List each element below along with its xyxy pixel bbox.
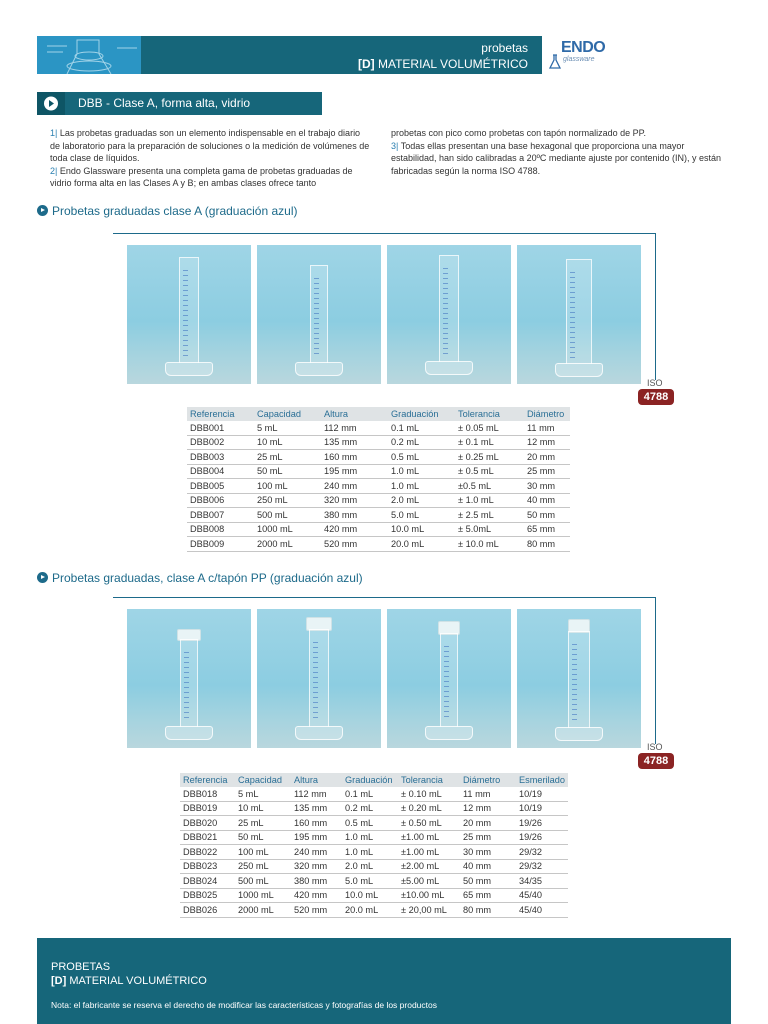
table-cell: 500 mL xyxy=(235,874,291,889)
table-cell: DBB026 xyxy=(180,903,235,918)
col-header: Graduación xyxy=(342,773,398,787)
table-cell: ±5.00 mL xyxy=(398,874,460,889)
table-cell: 0.2 mL xyxy=(388,435,455,450)
table-cell: DBB023 xyxy=(180,859,235,874)
table-cell: 30 mm xyxy=(524,479,570,494)
iso-label-2: ISO xyxy=(647,742,663,752)
table-cell: 80 mm xyxy=(524,537,570,552)
table-cell: 50 mL xyxy=(235,830,291,845)
table-cell: DBB024 xyxy=(180,874,235,889)
table-cell: ± 0.20 mL xyxy=(398,801,460,816)
table-row xyxy=(180,801,568,816)
table-cell: 40 mm xyxy=(460,859,516,874)
table-cell: 5 mL xyxy=(254,421,321,435)
table-cell: DBB022 xyxy=(180,845,235,860)
table-cell: 420 mm xyxy=(321,522,388,537)
table-row xyxy=(180,859,568,874)
table-row xyxy=(180,888,568,903)
photo-cylinder-3 xyxy=(387,245,511,384)
table-cell: DBB005 xyxy=(187,479,254,494)
endo-logo xyxy=(549,40,609,72)
table-cell: 25 mm xyxy=(524,464,570,479)
table-cell: 135 mm xyxy=(291,801,342,816)
table-cell: ± 0.05 mL xyxy=(455,421,524,435)
table-row xyxy=(187,537,570,552)
bullet-play-icon xyxy=(37,572,48,583)
table-cell: 5 mL xyxy=(235,787,291,801)
table-cell: 50 mL xyxy=(254,464,321,479)
table-cell: 100 mL xyxy=(235,845,291,860)
paragraph-2-continued: probetas con pico como probetas con tapón normalizado de PP. xyxy=(391,128,646,138)
paragraph-1 xyxy=(50,127,372,165)
iso-badge-2: 4788 xyxy=(638,753,674,769)
col-header: Tolerancia xyxy=(455,407,524,421)
group2-heading xyxy=(37,571,363,585)
table-cell: 500 mL xyxy=(254,508,321,523)
table-cell: 1000 mL xyxy=(254,522,321,537)
table-cell: 320 mm xyxy=(321,493,388,508)
table-row xyxy=(187,522,570,537)
table-cell: ±10.00 mL xyxy=(398,888,460,903)
table-cell: 2000 mL xyxy=(235,903,291,918)
col-header: Esmerilado xyxy=(516,773,568,787)
photo-cylinder-1 xyxy=(127,245,251,384)
table-cell: ± 20,00 mL xyxy=(398,903,460,918)
table-cell: 420 mm xyxy=(291,888,342,903)
table-row xyxy=(180,903,568,918)
paragraph-3-number: 3| xyxy=(391,140,399,151)
table-row xyxy=(187,421,570,435)
table-cell: 380 mm xyxy=(291,874,342,889)
iso-label-1: ISO xyxy=(647,378,663,388)
bullet-play-icon xyxy=(37,205,48,216)
footer-code: [D] xyxy=(51,975,67,987)
table-cell: 160 mm xyxy=(291,816,342,831)
table-cell: 25 mL xyxy=(254,450,321,465)
group1-heading-text: Probetas graduadas clase A (graduación azul) xyxy=(52,204,298,218)
paragraph-3-text: Todas ellas presentan una base hexagonal que proporciona una mayor estabilidad, han sido calibradas a 20ºC mediante ajuste por contenido (IN), y están fabricadas según la norma ISO 4788. xyxy=(391,140,721,176)
table-cell: 80 mm xyxy=(460,903,516,918)
table-cell: 2000 mL xyxy=(254,537,321,552)
table-cell: 10.0 mL xyxy=(388,522,455,537)
table-cell: 5.0 mL xyxy=(388,508,455,523)
table-cell: 25 mm xyxy=(460,830,516,845)
section-title: DBB - Clase A, forma alta, vidrio xyxy=(78,96,251,110)
col-header: Referencia xyxy=(187,407,254,421)
table-cell: ±2.00 mL xyxy=(398,859,460,874)
table-header-row xyxy=(180,773,568,787)
table-cell: ± 10.0 mL xyxy=(455,537,524,552)
iso-badge-1: 4788 xyxy=(638,389,674,405)
table-cell: ± 0.50 mL xyxy=(398,816,460,831)
group1-spec-table xyxy=(187,407,570,552)
table-cell: 10/19 xyxy=(516,801,568,816)
table-cell: 40 mm xyxy=(524,493,570,508)
col-header: Tolerancia xyxy=(398,773,460,787)
table-cell: ± 1.0 mL xyxy=(455,493,524,508)
table-cell: 320 mm xyxy=(291,859,342,874)
table-row xyxy=(187,479,570,494)
paragraph-2-text: Endo Glassware presenta una completa gama de probetas graduadas de vidrio forma alta en las Clases A y B; en ambas clases ofrece tanto xyxy=(50,165,353,189)
header-bar xyxy=(141,36,542,74)
table-cell: 20 mm xyxy=(460,816,516,831)
table-cell: 0.5 mL xyxy=(388,450,455,465)
group1-heading xyxy=(37,204,298,218)
table-cell: 195 mm xyxy=(321,464,388,479)
table-row xyxy=(180,874,568,889)
table-cell: 250 mL xyxy=(254,493,321,508)
table-cell: 380 mm xyxy=(321,508,388,523)
footer-subtitle xyxy=(51,975,207,987)
table-cell: 250 mL xyxy=(235,859,291,874)
table-cell: 1.0 mL xyxy=(388,479,455,494)
table-cell: 10 mL xyxy=(254,435,321,450)
table-cell: 30 mm xyxy=(460,845,516,860)
table-row xyxy=(180,816,568,831)
col-header: Diámetro xyxy=(524,407,570,421)
col-header: Altura xyxy=(291,773,342,787)
logo-name: ENDO xyxy=(561,39,606,56)
table-cell: 520 mm xyxy=(291,903,342,918)
table-cell: 34/35 xyxy=(516,874,568,889)
flask-icon xyxy=(549,54,561,70)
table-row xyxy=(180,787,568,801)
table-cell: 19/26 xyxy=(516,830,568,845)
table-cell: 29/32 xyxy=(516,845,568,860)
group2-heading-text: Probetas graduadas, clase A c/tapón PP (graduación azul) xyxy=(52,571,363,585)
table-cell: DBB006 xyxy=(187,493,254,508)
intro-left-column xyxy=(50,127,372,190)
footer-subtitle-text: MATERIAL VOLUMÉTRICO xyxy=(69,975,207,987)
table-header-row xyxy=(187,407,570,421)
table-cell: DBB018 xyxy=(180,787,235,801)
paragraph-1-number: 1| xyxy=(50,128,58,138)
table-cell: 240 mm xyxy=(321,479,388,494)
table-cell: 0.5 mL xyxy=(342,816,398,831)
section-play-box xyxy=(37,92,65,115)
table-row xyxy=(187,508,570,523)
table-cell: 45/40 xyxy=(516,903,568,918)
table-cell: ± 0.10 mL xyxy=(398,787,460,801)
table-cell: 50 mm xyxy=(460,874,516,889)
table-cell: DBB025 xyxy=(180,888,235,903)
table-row xyxy=(187,435,570,450)
table-row xyxy=(187,493,570,508)
logo-sub: glassware xyxy=(563,56,595,63)
table-cell: 65 mm xyxy=(460,888,516,903)
table-cell: DBB002 xyxy=(187,435,254,450)
table-cell: DBB009 xyxy=(187,537,254,552)
table-cell: 10/19 xyxy=(516,787,568,801)
table-cell: 1.0 mL xyxy=(388,464,455,479)
play-circle-icon xyxy=(37,92,65,115)
table-cell: 29/32 xyxy=(516,859,568,874)
table-cell: 100 mL xyxy=(254,479,321,494)
table-cell: 112 mm xyxy=(291,787,342,801)
table-cell: 0.1 mL xyxy=(388,421,455,435)
table-cell: DBB001 xyxy=(187,421,254,435)
photo-cylinder-stopper-3 xyxy=(387,609,511,748)
table-cell: DBB020 xyxy=(180,816,235,831)
table-cell: 20.0 mL xyxy=(342,903,398,918)
table-cell: ± 5.0mL xyxy=(455,522,524,537)
table-cell: ± 0.1 mL xyxy=(455,435,524,450)
photo-cylinder-2 xyxy=(257,245,381,384)
table-cell: DBB004 xyxy=(187,464,254,479)
photo-cylinder-stopper-4 xyxy=(517,609,641,748)
paragraph-2 xyxy=(50,165,372,190)
header-illustration xyxy=(37,36,141,74)
table-cell: DBB003 xyxy=(187,450,254,465)
table-cell: 12 mm xyxy=(460,801,516,816)
col-header: Altura xyxy=(321,407,388,421)
table-cell: 520 mm xyxy=(321,537,388,552)
table-cell: 0.1 mL xyxy=(342,787,398,801)
table-cell: 112 mm xyxy=(321,421,388,435)
table-cell: ± 0.5 mL xyxy=(455,464,524,479)
photo-cylinder-stopper-2 xyxy=(257,609,381,748)
table-cell: 240 mm xyxy=(291,845,342,860)
table-cell: 1000 mL xyxy=(235,888,291,903)
photo-cylinder-stopper-1 xyxy=(127,609,251,748)
header-code: [D] xyxy=(357,57,375,71)
table-cell: 12 mm xyxy=(524,435,570,450)
paragraph-3 xyxy=(391,140,726,178)
table-cell: DBB021 xyxy=(180,830,235,845)
table-row xyxy=(187,450,570,465)
table-cell: ±1.00 mL xyxy=(398,845,460,860)
table-cell: ±1.00 mL xyxy=(398,830,460,845)
paragraph-2-number: 2| xyxy=(50,165,58,176)
header-title: probetas xyxy=(481,41,528,55)
table-cell: 11 mm xyxy=(460,787,516,801)
table-cell: 2.0 mL xyxy=(342,859,398,874)
paragraph-1-text: Las probetas graduadas son un elemento indispensable en el trabajo diario de laboratorio para la preparación de soluciones o la medición de volúmenes de toda clase de líquidos. xyxy=(50,128,370,164)
col-header: Capacidad xyxy=(254,407,321,421)
table-cell: 20.0 mL xyxy=(388,537,455,552)
table-cell: 10 mL xyxy=(235,801,291,816)
table-row xyxy=(187,464,570,479)
table-cell: ± 0.25 mL xyxy=(455,450,524,465)
header-subtitle xyxy=(358,57,528,71)
table-cell: 1.0 mL xyxy=(342,830,398,845)
intro-right-column xyxy=(391,127,726,177)
table-cell: ± 2.5 mL xyxy=(455,508,524,523)
table-cell: 65 mm xyxy=(524,522,570,537)
table-cell: DBB007 xyxy=(187,508,254,523)
table-cell: 10.0 mL xyxy=(342,888,398,903)
table-cell: 11 mm xyxy=(524,421,570,435)
table-cell: 45/40 xyxy=(516,888,568,903)
table-cell: 25 mL xyxy=(235,816,291,831)
table-cell: 135 mm xyxy=(321,435,388,450)
group2-spec-table xyxy=(180,773,568,918)
table-cell: ±0.5 mL xyxy=(455,479,524,494)
table-cell: DBB019 xyxy=(180,801,235,816)
table-cell: 5.0 mL xyxy=(342,874,398,889)
col-header: Capacidad xyxy=(235,773,291,787)
footer-title: PROBETAS xyxy=(51,961,111,973)
table-cell: 0.2 mL xyxy=(342,801,398,816)
table-row xyxy=(180,830,568,845)
table-cell: 1.0 mL xyxy=(342,845,398,860)
table-cell: 19/26 xyxy=(516,816,568,831)
footer-note: Nota: el fabricante se reserva el derecho de modificar las características y fotografías de los productos xyxy=(51,1000,437,1010)
col-header: Diámetro xyxy=(460,773,516,787)
photo-cylinder-4 xyxy=(517,245,641,384)
table-cell: 50 mm xyxy=(524,508,570,523)
table-cell: 2.0 mL xyxy=(388,493,455,508)
table-cell: DBB008 xyxy=(187,522,254,537)
table-cell: 20 mm xyxy=(524,450,570,465)
footer-band xyxy=(37,938,731,1024)
col-header: Referencia xyxy=(180,773,235,787)
table-cell: 160 mm xyxy=(321,450,388,465)
header-subtitle-text: MATERIAL VOLUMÉTRICO xyxy=(377,57,528,71)
table-row xyxy=(180,845,568,860)
flask-illustration-icon xyxy=(37,36,141,74)
table-cell: 195 mm xyxy=(291,830,342,845)
col-header: Graduación xyxy=(388,407,455,421)
